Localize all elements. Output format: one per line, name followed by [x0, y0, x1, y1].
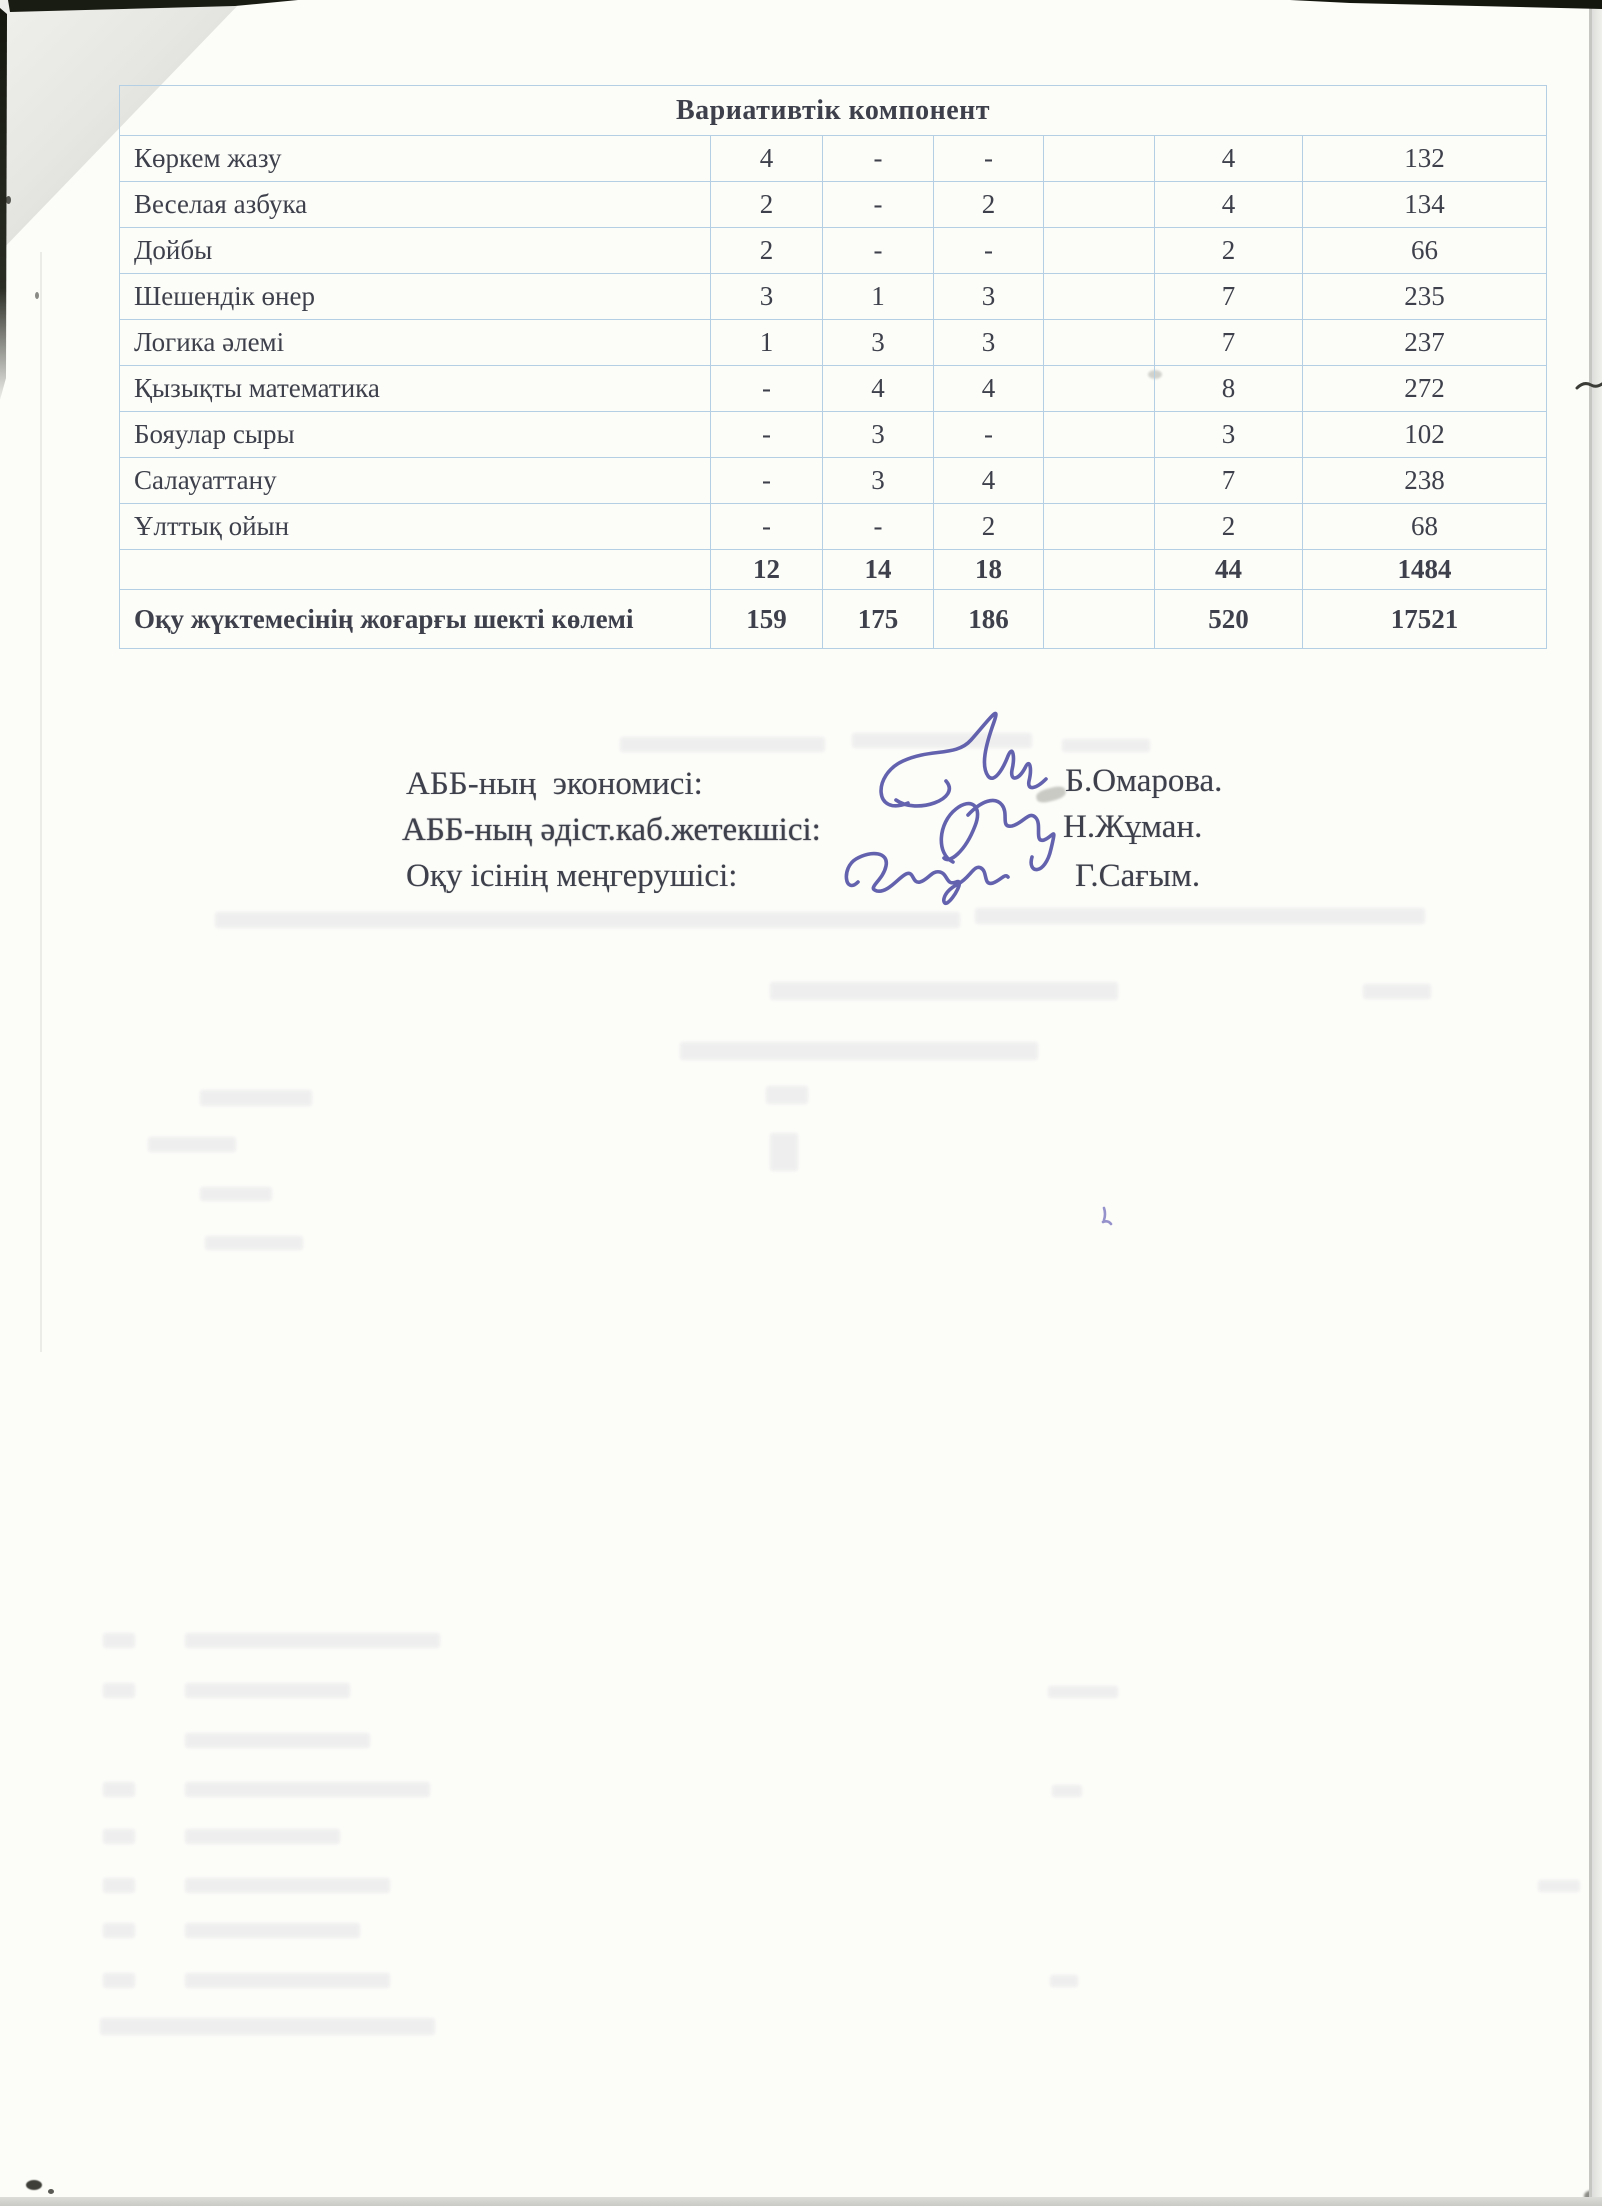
bleed-through-ghost: [200, 1090, 312, 1106]
bleed-through-ghost: [103, 1633, 135, 1648]
bleed-through-ghost: [185, 1973, 390, 1988]
subject-name-cell: Шешендік өнер: [120, 274, 711, 320]
bleed-through-ghost: [1048, 1686, 1118, 1698]
value-cell: [1044, 274, 1155, 320]
value-cell: 2: [934, 504, 1044, 550]
value-cell: 4: [934, 458, 1044, 504]
signature-name-2: Н.Жұман.: [1063, 809, 1203, 845]
bleed-through-ghost: [100, 2018, 435, 2035]
value-cell: -: [711, 458, 823, 504]
value-cell: [1044, 320, 1155, 366]
value-cell: [1044, 182, 1155, 228]
scan-edge-top-right: [1290, 0, 1602, 10]
bleed-through-ghost: [185, 1923, 360, 1938]
value-cell: 175: [823, 590, 934, 649]
signature-title-2: АББ-ның әдіст.каб.жетекшісі:: [402, 812, 821, 848]
value-cell: [1044, 590, 1155, 649]
bleed-through-ghost: [200, 1187, 272, 1201]
table-total-row: [120, 550, 1547, 590]
value-cell: 1: [711, 320, 823, 366]
value-cell: 2: [1155, 228, 1303, 274]
bleed-through-ghost: [215, 912, 960, 928]
value-cell: [1044, 366, 1155, 412]
value-cell: 4: [1155, 182, 1303, 228]
value-cell: 132: [1303, 136, 1547, 182]
subject-name-cell: Салауаттану: [120, 458, 711, 504]
value-cell: -: [823, 504, 934, 550]
bleed-through-ghost: [103, 1683, 135, 1698]
value-cell: 3: [823, 320, 934, 366]
value-cell: 235: [1303, 274, 1547, 320]
table-header-row: [120, 86, 1547, 136]
table-row: [120, 182, 1547, 228]
scan-bottom-edge: [0, 2197, 1602, 2206]
value-cell: -: [711, 366, 823, 412]
value-cell: 102: [1303, 412, 1547, 458]
bleed-through-ghost: [103, 1878, 135, 1893]
table-row: [120, 228, 1547, 274]
bleed-through-ghost: [680, 1042, 1038, 1060]
value-cell: 7: [1155, 320, 1303, 366]
value-cell: 520: [1155, 590, 1303, 649]
bleed-through-ghost: [1050, 1975, 1078, 1987]
value-cell: 4: [711, 136, 823, 182]
bleed-through-ghost: [103, 1782, 135, 1797]
value-cell: 272: [1303, 366, 1547, 412]
table-max-row: [120, 590, 1547, 649]
value-cell: 2: [934, 182, 1044, 228]
value-cell: 3: [1155, 412, 1303, 458]
value-cell: 238: [1303, 458, 1547, 504]
value-cell: 17521: [1303, 590, 1547, 649]
table-header: Вариативтік компонент: [120, 86, 1547, 136]
value-cell: 14: [823, 550, 934, 590]
value-cell: 2: [1155, 504, 1303, 550]
subject-name-cell: Дойбы: [120, 228, 711, 274]
signature-name-1: Б.Омарова.: [1065, 763, 1223, 799]
bleed-through-ghost: [185, 1878, 390, 1893]
subject-name-cell: Бояулар сыры: [120, 412, 711, 458]
value-cell: 1: [823, 274, 934, 320]
value-cell: 7: [1155, 458, 1303, 504]
bleed-through-ghost: [185, 1633, 440, 1648]
bleed-through-ghost: [185, 1782, 430, 1797]
subject-name-cell: [120, 550, 711, 590]
table-row: [120, 274, 1547, 320]
ink-fleck: [1103, 1208, 1111, 1224]
value-cell: -: [711, 504, 823, 550]
bleed-through-ghost: [1363, 984, 1431, 999]
value-cell: 18: [934, 550, 1044, 590]
curriculum-table: [119, 85, 1547, 649]
value-cell: -: [823, 136, 934, 182]
value-cell: 3: [823, 458, 934, 504]
signature-ink-3: [846, 854, 1008, 904]
bleed-through-ghost: [766, 1086, 808, 1104]
table-row: [120, 412, 1547, 458]
bleed-through-ghost: [770, 1133, 798, 1171]
bleed-through-ghost: [103, 1923, 135, 1938]
value-cell: [1044, 550, 1155, 590]
table-row: [120, 136, 1547, 182]
scan-right-margin: [1592, 0, 1602, 2206]
value-cell: [1044, 136, 1155, 182]
bleed-through-ghost: [770, 982, 1118, 1000]
value-cell: 186: [934, 590, 1044, 649]
signature-ink-2: [941, 800, 1054, 869]
subject-name-cell: Көркем жазу: [120, 136, 711, 182]
value-cell: 237: [1303, 320, 1547, 366]
value-cell: 4: [934, 366, 1044, 412]
value-cell: 1484: [1303, 550, 1547, 590]
bleed-through-ghost: [1538, 1880, 1580, 1892]
signature-title-1: АББ-ның экономисі:: [406, 766, 703, 802]
bleed-through-ghost: [148, 1137, 236, 1152]
scan-artifact: [48, 2189, 54, 2194]
bleed-through-ghost: [1052, 1785, 1082, 1797]
table-row: [120, 320, 1547, 366]
value-cell: 4: [1155, 136, 1303, 182]
table-row: [120, 504, 1547, 550]
signature-title-3: Оқу ісінің меңгерушісі:: [406, 858, 738, 894]
bleed-through-ghost: [185, 1829, 340, 1844]
subject-name-cell: Қызықты математика: [120, 366, 711, 412]
value-cell: -: [934, 228, 1044, 274]
value-cell: 68: [1303, 504, 1547, 550]
scan-artifact: [35, 292, 39, 299]
scan-crease: [40, 252, 42, 1352]
bleed-through-ghost: [185, 1683, 350, 1698]
value-cell: 3: [823, 412, 934, 458]
value-cell: -: [823, 228, 934, 274]
value-cell: 7: [1155, 274, 1303, 320]
value-cell: 4: [823, 366, 934, 412]
bleed-through-ghost: [1062, 739, 1150, 752]
value-cell: 44: [1155, 550, 1303, 590]
value-cell: 3: [934, 320, 1044, 366]
bleed-through-ghost: [620, 737, 825, 752]
table-row: [120, 366, 1547, 412]
table-row: [120, 458, 1547, 504]
value-cell: -: [711, 412, 823, 458]
value-cell: 12: [711, 550, 823, 590]
bleed-through-ghost: [185, 1733, 370, 1748]
bleed-through-ghost: [103, 1973, 135, 1988]
value-cell: 2: [711, 182, 823, 228]
value-cell: [1044, 412, 1155, 458]
value-cell: [1044, 228, 1155, 274]
subject-name-cell: Логика әлемі: [120, 320, 711, 366]
bleed-through-ghost: [852, 733, 1032, 748]
bleed-through-ghost: [103, 1829, 135, 1844]
bleed-through-ghost: [975, 908, 1425, 924]
scan-artifact: [6, 196, 11, 204]
value-cell: 66: [1303, 228, 1547, 274]
signature-ink-1: [881, 713, 1046, 805]
value-cell: -: [823, 182, 934, 228]
scan-artifact: [1035, 784, 1067, 804]
bleed-through-ghost: [205, 1236, 303, 1250]
value-cell: [1044, 458, 1155, 504]
value-cell: 8: [1155, 366, 1303, 412]
value-cell: -: [934, 136, 1044, 182]
signature-name-3: Г.Сағым.: [1075, 858, 1201, 894]
subject-name-cell: Оқу жүктемесінің жоғарғы шекті көлемі: [120, 590, 711, 649]
value-cell: [1044, 504, 1155, 550]
value-cell: 2: [711, 228, 823, 274]
subject-name-cell: Веселая азбука: [120, 182, 711, 228]
scan-artifact: [26, 2180, 42, 2190]
value-cell: 3: [711, 274, 823, 320]
value-cell: 3: [934, 274, 1044, 320]
value-cell: -: [934, 412, 1044, 458]
subject-name-cell: Ұлттық ойын: [120, 504, 711, 550]
value-cell: 159: [711, 590, 823, 649]
value-cell: 134: [1303, 182, 1547, 228]
